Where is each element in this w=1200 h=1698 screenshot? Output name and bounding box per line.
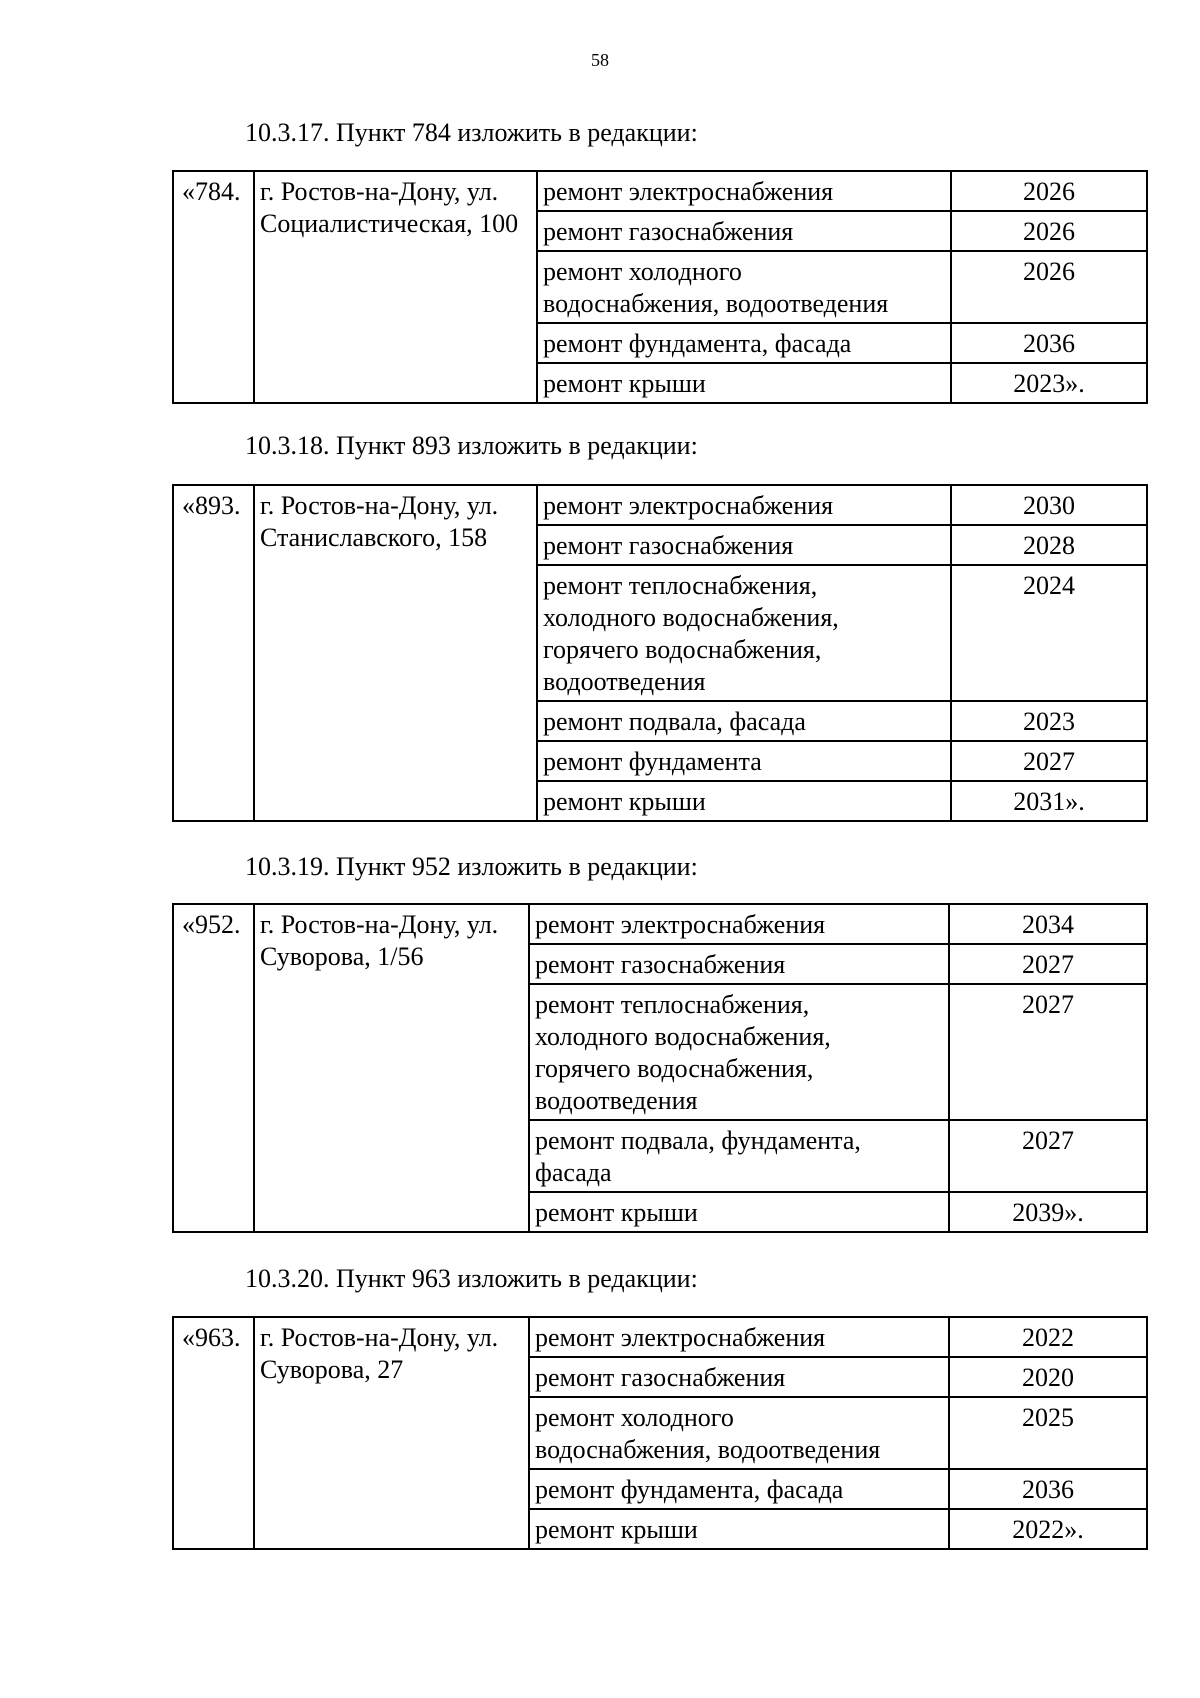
work-cell — [537, 741, 951, 781]
work-cell — [537, 323, 951, 363]
table-row — [173, 485, 1147, 525]
work-cell — [537, 363, 951, 403]
year-cell: 2026 — [951, 171, 1147, 211]
work-text: ремонт газоснабжения — [543, 531, 794, 560]
work-cell — [529, 944, 949, 984]
address-cell: г. Ростов-на-Дону, ул. Суворова, 1/56 — [254, 904, 529, 1232]
work-text: ремонт крыши — [535, 1515, 698, 1544]
work-text: ремонт крыши — [543, 787, 706, 816]
work-cell — [529, 1509, 949, 1549]
section-heading-784: 10.3.17. Пункт 784 изложить в редакции: — [245, 118, 698, 147]
item-number: «963. — [173, 1317, 254, 1549]
work-cell — [537, 251, 951, 323]
repair-table-963 — [172, 1316, 1148, 1550]
work-text: ремонт электроснабжения — [535, 910, 826, 939]
work-text: ремонт электроснабжения — [543, 177, 834, 206]
year-cell: 2036 — [949, 1469, 1147, 1509]
year-cell: 2030 — [951, 485, 1147, 525]
year-cell: 2027 — [949, 984, 1147, 1120]
year-cell: 2034 — [949, 904, 1147, 944]
year-cell: 2026 — [951, 211, 1147, 251]
item-number: «893. — [173, 485, 254, 821]
work-text: ремонт электроснабжения — [543, 491, 834, 520]
work-cell — [529, 1397, 949, 1469]
page-number: 58 — [591, 50, 609, 70]
work-cell — [529, 1317, 949, 1357]
year-cell: 2025 — [949, 1397, 1147, 1469]
work-cell — [529, 904, 949, 944]
year-cell: 2020 — [949, 1357, 1147, 1397]
year-cell: 2027 — [951, 741, 1147, 781]
work-text: ремонт газоснабжения — [535, 1363, 786, 1392]
section-heading-893: 10.3.18. Пункт 893 изложить в редакции: — [245, 431, 698, 460]
year-cell: 2023». — [951, 363, 1147, 403]
work-text: ремонт крыши — [535, 1198, 698, 1227]
work-text: ремонт холодного водоснабжения, водоотведения — [543, 257, 889, 318]
year-cell: 2028 — [951, 525, 1147, 565]
work-text: ремонт теплоснабжения, холодного водоснабжения, горячего водоснабжения, водоотведения — [543, 571, 839, 696]
work-text: ремонт газоснабжения — [535, 950, 786, 979]
work-cell — [537, 211, 951, 251]
work-text: ремонт фундамента, фасада — [543, 329, 852, 358]
section-heading-963: 10.3.20. Пункт 963 изложить в редакции: — [245, 1264, 698, 1293]
item-number: «784. — [173, 171, 254, 403]
repair-table-893 — [172, 484, 1148, 822]
year-cell: 2027 — [949, 944, 1147, 984]
work-cell — [537, 701, 951, 741]
address-cell: г. Ростов-на-Дону, ул. Суворова, 27 — [254, 1317, 529, 1549]
item-number: «952. — [173, 904, 254, 1232]
year-cell: 2027 — [949, 1120, 1147, 1192]
work-cell — [537, 565, 951, 701]
repair-table-784 — [172, 170, 1148, 404]
work-text: ремонт холодного водоснабжения, водоотведения — [535, 1403, 881, 1464]
work-cell — [537, 781, 951, 821]
work-cell — [529, 1469, 949, 1509]
work-cell — [537, 171, 951, 211]
work-text: ремонт крыши — [543, 369, 706, 398]
year-cell: 2039». — [949, 1192, 1147, 1232]
work-text: ремонт теплоснабжения, холодного водоснабжения, горячего водоснабжения, водоотведения — [535, 990, 831, 1115]
table-row — [173, 1317, 1147, 1357]
address-cell: г. Ростов-на-Дону, ул. Станиславского, 158 — [254, 485, 537, 821]
work-cell — [537, 485, 951, 525]
table-row — [173, 171, 1147, 211]
work-text: ремонт фундамента, фасада — [535, 1475, 844, 1504]
work-text: ремонт электроснабжения — [535, 1323, 826, 1352]
year-cell: 2022 — [949, 1317, 1147, 1357]
year-cell: 2026 — [951, 251, 1147, 323]
year-cell: 2036 — [951, 323, 1147, 363]
year-cell: 2024 — [951, 565, 1147, 701]
work-text: ремонт подвала, фасада — [543, 707, 806, 736]
table-row — [173, 904, 1147, 944]
work-cell — [529, 1357, 949, 1397]
work-text: ремонт фундамента — [543, 747, 762, 776]
section-heading-952: 10.3.19. Пункт 952 изложить в редакции: — [245, 852, 698, 881]
work-text: ремонт подвала, фундамента, фасада — [535, 1126, 861, 1187]
work-cell — [529, 1192, 949, 1232]
address-cell: г. Ростов-на-Дону, ул. Социалистическая, 100 — [254, 171, 537, 403]
work-cell — [537, 525, 951, 565]
year-cell: 2023 — [951, 701, 1147, 741]
work-text: ремонт газоснабжения — [543, 217, 794, 246]
work-cell — [529, 984, 949, 1120]
year-cell: 2022». — [949, 1509, 1147, 1549]
year-cell: 2031». — [951, 781, 1147, 821]
repair-table-952 — [172, 903, 1148, 1233]
work-cell — [529, 1120, 949, 1192]
